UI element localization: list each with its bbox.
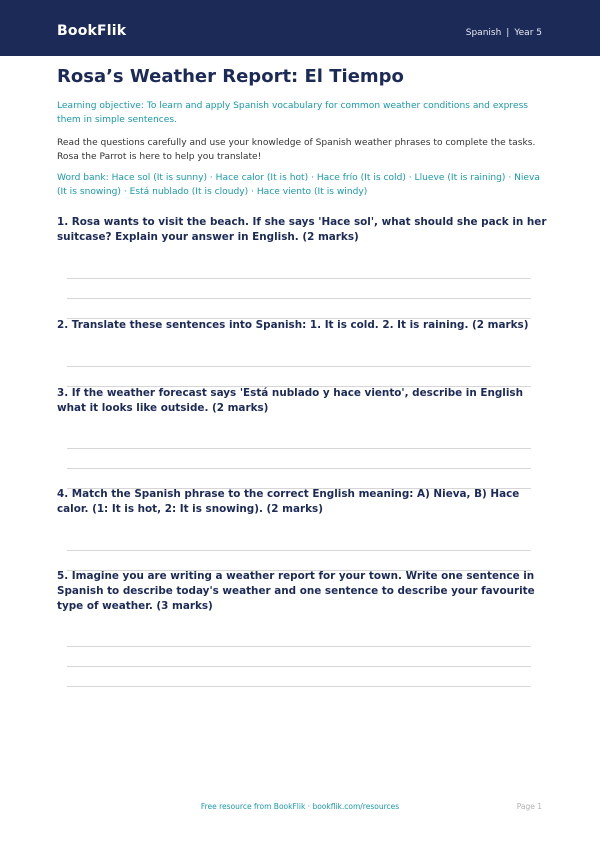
answer-line[interactable]: [67, 550, 531, 551]
answer-line[interactable]: [67, 448, 531, 449]
subject-year-label: Spanish | Year 5: [465, 28, 542, 38]
question-5: 5. Imagine you are writing a weather report for your town. Write one sentence in Spanish to describe today's weather and one sentence to describe your favourite type of weather. (3 marks): [57, 570, 535, 612]
word-bank: Word bank: Hace sol (It is sunny) · Hace calor (It is hot) · Hace frío (It is cold) · Llueve (It is raining) · Nieva (It is snowing) · Está nublado (It is cloudy) · Hace viento (It is windy): [57, 173, 540, 197]
instructions: Read the questions carefully and use your knowledge of Spanish weather phrases to complete the tasks. Rosa the Parrot is here to help you translate!: [57, 138, 536, 162]
learning-objective: Learning objective: To learn and apply Spanish vocabulary for common weather conditions and express them in simple sentences.: [57, 101, 529, 125]
footer-credit: Free resource from BookFlik · bookflik.com/resources: [200, 802, 400, 811]
answer-line[interactable]: [67, 366, 531, 367]
brand-logo: BookFlik: [57, 23, 127, 39]
answer-line[interactable]: [67, 468, 531, 469]
page-number: Page 1: [516, 802, 542, 811]
answer-line[interactable]: [67, 298, 531, 299]
question-3: 3. If the weather forecast says 'Está nublado y hace viento', describe in English what it looks like outside. (2 marks): [57, 387, 524, 414]
question-2: 2. Translate these sentences into Spanish: 1. It is cold. 2. It is raining. (2 marks): [57, 319, 529, 331]
subject-label: Spanish: [465, 28, 502, 38]
answer-line[interactable]: [67, 278, 531, 279]
answer-line[interactable]: [67, 646, 531, 647]
answer-line[interactable]: [67, 686, 531, 687]
question-4: 4. Match the Spanish phrase to the correct English meaning: A) Nieva, B) Hace calor. (1: It is hot, 2: It is snowing). (2 marks): [57, 488, 520, 515]
answer-line[interactable]: [67, 666, 531, 667]
page-title: Rosa’s Weather Report: El Tiempo: [57, 66, 404, 87]
year-label: Year 5: [514, 28, 542, 38]
page-header: [0, 0, 600, 56]
question-1: 1. Rosa wants to visit the beach. If she says 'Hace sol', what should she pack in her suitcase? Explain your answer in English. (2 marks): [57, 216, 547, 243]
